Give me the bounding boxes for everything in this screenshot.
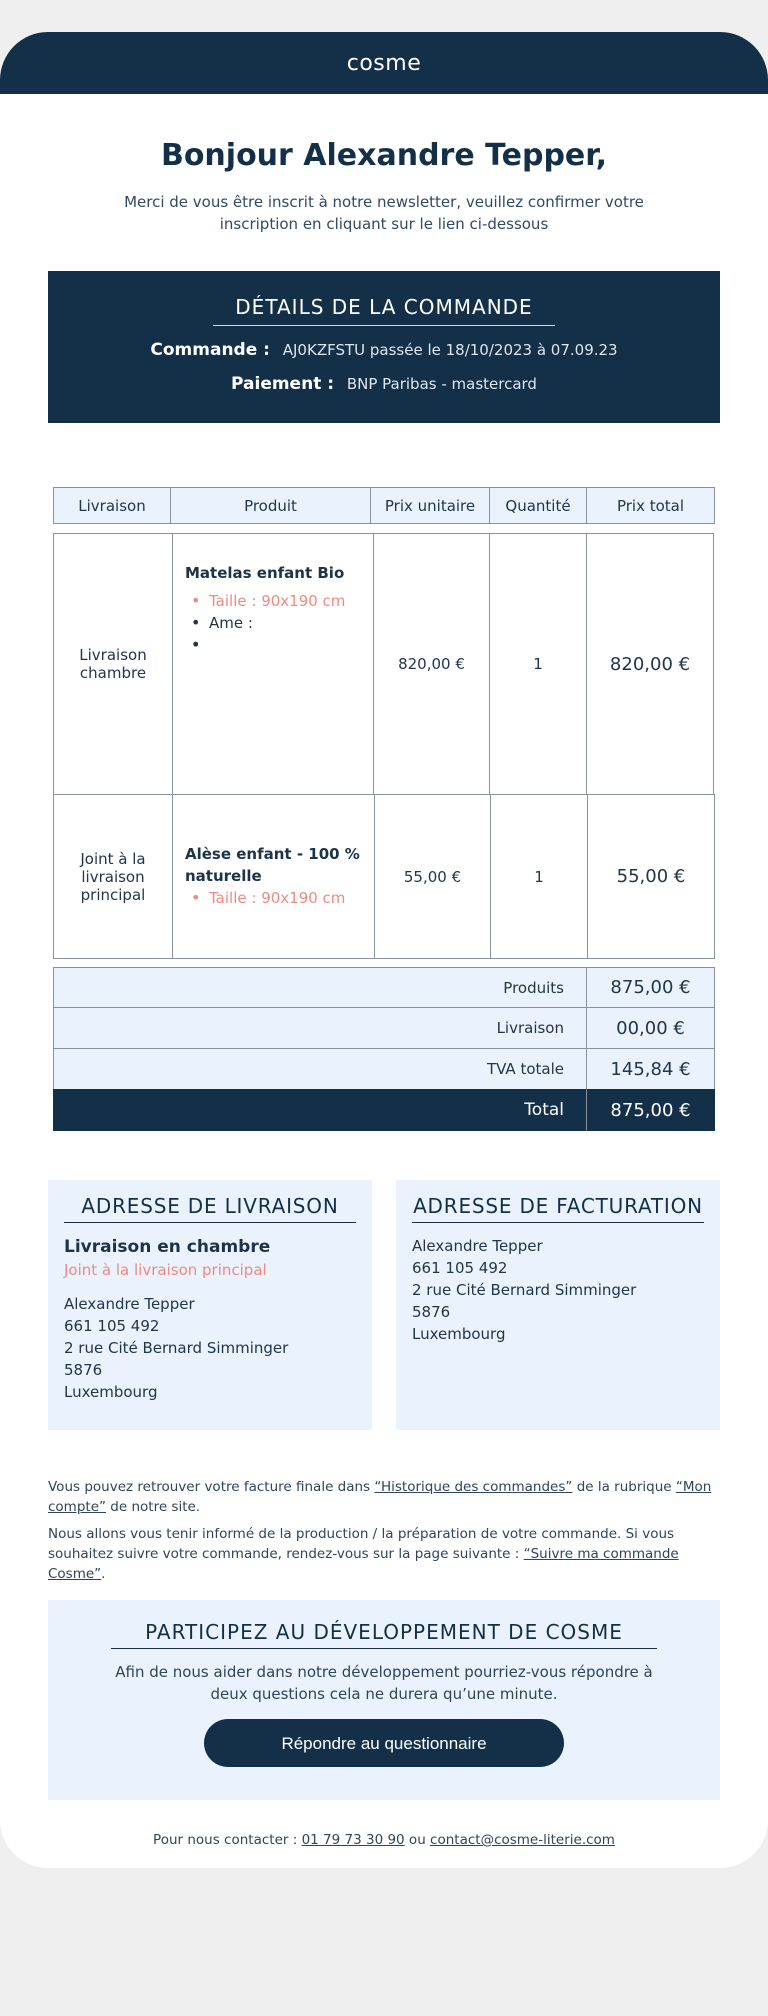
order-command-label: Commande : [150,340,270,360]
summary-total-value: 875,00 € [586,1089,715,1131]
summary-products-label: Produits [53,967,587,1008]
order-command-line [48,340,720,360]
tracking-note-text: . [101,1566,106,1582]
row1-unit-price: 820,00 € [373,533,490,795]
row2-attr-size: • Taille : 90x190 cm [185,887,345,909]
billing-address-box [396,1180,720,1430]
invoice-note-text: de la rubrique [572,1479,676,1495]
billing-phone: 661 105 492 [412,1259,508,1277]
row1-product [172,533,374,795]
invoice-note [48,1477,720,1517]
billing-name: Alexandre Tepper [412,1237,543,1255]
my-account-link[interactable]: “Mon compte” [48,1479,712,1515]
contact-email-link[interactable]: contact@cosme-literie.com [430,1832,615,1848]
shipping-phone: 661 105 492 [64,1317,160,1335]
summary-total-label: Total [53,1089,587,1131]
row2-product [172,794,375,959]
shipping-address-lines [64,1293,356,1403]
billing-country: Luxembourg [412,1325,506,1343]
contact-phone-link[interactable]: 01 79 73 30 90 [301,1832,405,1848]
order-command-value: AJ0KZFSTU passée le 18/10/2023 à 07.09.23 [282,341,618,359]
shipping-name: Alexandre Tepper [64,1295,195,1313]
row2-total: 55,00 € [587,794,715,959]
contact-prefix: Pour nous contacter : [153,1832,302,1848]
billing-address-lines [412,1235,704,1345]
header-total-price: Prix total [586,487,715,524]
summary-shipping-value: 00,00 € [586,1007,715,1049]
survey-title: PARTICIPEZ AU DÉVELOPPEMENT DE COSME [111,1620,657,1649]
header-delivery: Livraison [53,487,171,524]
shipping-address-title: ADRESSE DE LIVRAISON [64,1194,356,1223]
survey-box [48,1600,720,1800]
billing-address-title: ADRESSE DE FACTURATION [412,1194,704,1223]
header-quantity: Quantité [489,487,587,524]
contact-line [0,1832,768,1848]
intro-text: Merci de vous être inscrit à notre newsletter, veuillez confirmer votre inscription en cliquant sur le lien ci-dessous [124,193,644,233]
brand-logo: cosme [346,50,422,76]
contact-or: ou [404,1832,431,1848]
row1-attr-core: • Ame : [185,612,345,634]
order-payment-label: Paiement : [231,374,335,394]
shipping-method: Livraison en chambre [64,1237,271,1257]
row2-quantity: 1 [490,794,588,959]
billing-street: 2 rue Cité Bernard Simminger [412,1281,637,1299]
order-history-link[interactable]: “Historique des commandes” [374,1479,573,1495]
summary-shipping-label: Livraison [53,1007,587,1049]
row1-total: 820,00 € [586,533,714,795]
row2-delivery: Joint à la livraison principal [53,794,173,959]
shipping-country: Luxembourg [64,1383,158,1401]
row1-delivery: Livraison chambre [53,533,173,795]
order-payment-value: BNP Paribas - mastercard [346,375,537,393]
survey-text: Afin de nous aider dans notre développement pourriez-vous répondre à deux questions cela ne durera qu’une minute. [115,1663,653,1703]
shipping-address-box [48,1180,372,1430]
survey-button[interactable]: Répondre au questionnaire [204,1719,564,1767]
row1-attr-size: • Taille : 90x190 cm [185,590,345,612]
header-bar [0,32,768,94]
tracking-note [48,1524,720,1584]
order-payment-line [48,374,720,394]
invoice-note-text: de notre site. [106,1499,201,1515]
row1-quantity: 1 [489,533,587,795]
order-details-box [48,271,720,423]
summary-vat-value: 145,84 € [586,1048,715,1090]
row1-attributes [185,590,345,634]
shipping-zip: 5876 [64,1361,103,1379]
tracking-note-text: Nous allons vous tenir informé de la production / la préparation de votre commande. Si vous souhaitez suivre votre commande, rendez-vous sur la page suivante : [48,1526,675,1562]
row2-attributes [185,887,345,909]
order-details-title: DÉTAILS DE LA COMMANDE [213,295,554,326]
row2-product-name: Alèse enfant - 100 % naturelle [185,845,360,885]
shipping-joint-note: Joint à la livraison principal [64,1261,267,1279]
row1-product-name: Matelas enfant Bio [185,564,345,582]
row2-unit-price: 55,00 € [374,794,491,959]
shipping-street: 2 rue Cité Bernard Simminger [64,1339,289,1357]
summary-products-value: 875,00 € [586,967,715,1008]
header-product: Produit [170,487,371,524]
billing-zip: 5876 [412,1303,451,1321]
track-order-link[interactable]: “Suivre ma commande Cosme” [48,1546,679,1582]
greeting-title: Bonjour Alexandre Tepper, [160,138,608,173]
header-unit-price: Prix unitaire [370,487,490,524]
invoice-note-text: Vous pouvez retrouver votre facture finale dans [48,1479,375,1495]
summary-vat-label: TVA totale [53,1048,587,1090]
